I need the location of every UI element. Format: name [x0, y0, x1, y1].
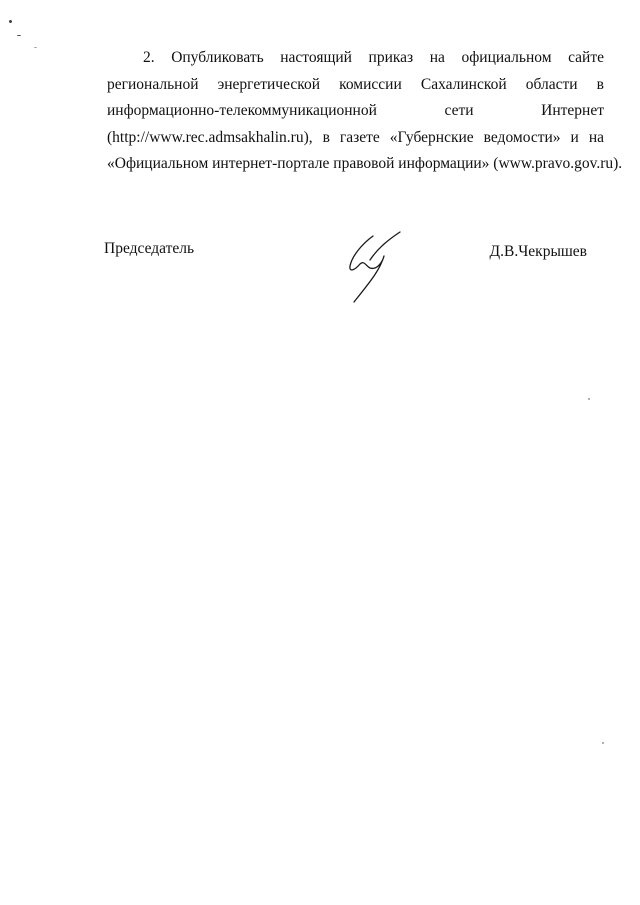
- scan-speck: [34, 47, 37, 48]
- paragraph-line: 2. Опубликовать настоящий приказ на официальном сайте: [143, 49, 604, 66]
- scan-speck: [602, 742, 604, 744]
- scan-speck: [9, 20, 12, 23]
- signer-name: Д.В.Чекрышев: [489, 243, 587, 260]
- paragraph-line: региональной энергетической комиссии Сахалинской области в: [107, 75, 604, 93]
- publication-paragraph: [107, 45, 623, 178]
- position-title: Председатель: [104, 240, 195, 257]
- scan-speck: [588, 398, 590, 400]
- signature-block: [104, 240, 587, 320]
- scan-speck: [17, 35, 21, 36]
- handwritten-signature: [340, 226, 416, 306]
- paragraph-line: информационно-телекоммуникационной сети Интернет: [107, 102, 604, 119]
- paragraph-line: «Официальном интернет-портале правовой информации» (www.pravo.gov.ru).: [107, 155, 623, 172]
- paragraph-line: (http://www.rec.admsakhalin.ru), в газете «Губернские ведомости» и на: [107, 128, 604, 146]
